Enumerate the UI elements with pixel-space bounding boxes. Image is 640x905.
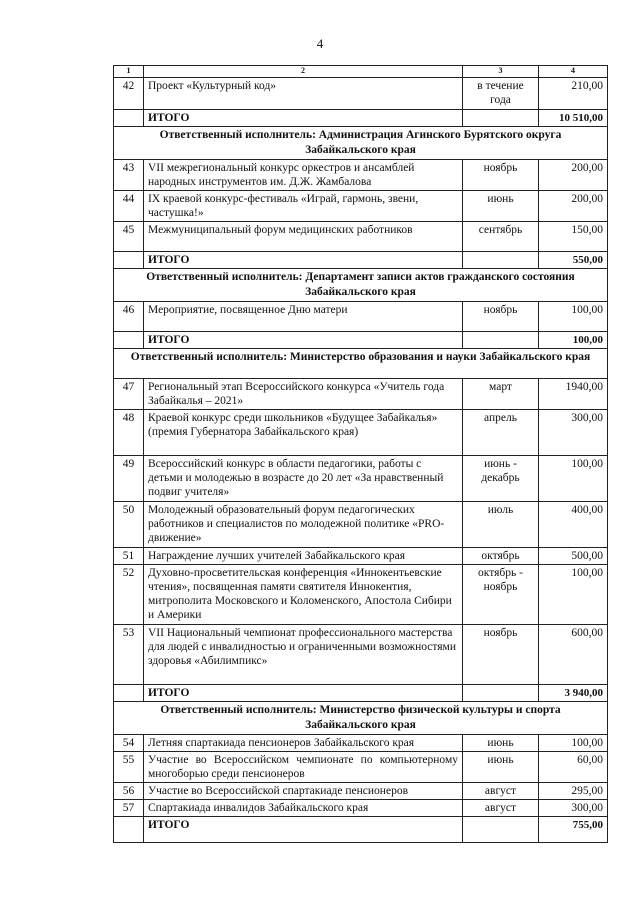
total-row [114, 332, 608, 349]
event-amount: 210,00 [539, 78, 608, 110]
table-row [114, 752, 608, 783]
event-amount: 150,00 [539, 222, 608, 252]
event-name: Региональный этап Всероссийского конкурса «Учитель года Забайкалья – 2021» [144, 379, 463, 410]
row-number: 48 [114, 410, 144, 456]
section-heading: Ответственный исполнитель: Министерство физической культуры и спорта Забайкальского края [114, 702, 608, 735]
event-name: VII межрегиональный конкурс оркестров и ансамблей народных инструментов им. Д.Ж. Жамбалова [144, 160, 463, 191]
total-amount: 100,00 [539, 332, 608, 349]
event-name: Всероссийский конкурс в области педагогики, работы с детьми и молодежью в возрасте до 20 лет «За нравственный подвиг учителя» [144, 456, 463, 502]
row-number: 53 [114, 625, 144, 685]
event-period: июнь [463, 735, 539, 752]
section-heading: Ответственный исполнитель: Министерство образования и науки Забайкальского края [114, 349, 608, 379]
section-row [114, 702, 608, 735]
total-blank [114, 332, 144, 349]
table-row [114, 191, 608, 222]
event-period: ноябрь [463, 625, 539, 685]
table-row [114, 410, 608, 456]
event-amount: 400,00 [539, 502, 608, 548]
total-row [114, 817, 608, 843]
column-2-header: 2 [144, 66, 463, 78]
section-row [114, 269, 608, 302]
total-blank [114, 252, 144, 269]
total-row [114, 252, 608, 269]
total-blank [114, 817, 144, 843]
event-amount: 300,00 [539, 410, 608, 456]
row-number: 42 [114, 78, 144, 110]
table-row [114, 78, 608, 110]
event-name: IX краевой конкурс-фестиваль «Играй, гармонь, звени, частушка!» [144, 191, 463, 222]
event-period: сентябрь [463, 222, 539, 252]
event-name: Участие во Всероссийском чемпионате по компьютерному многоборью среди пенсионеров [144, 752, 463, 783]
table-row [114, 735, 608, 752]
row-number: 54 [114, 735, 144, 752]
event-period: август [463, 783, 539, 800]
event-period: ноябрь [463, 302, 539, 332]
total-row [114, 110, 608, 127]
events-table [113, 65, 608, 843]
total-label: ИТОГО [144, 332, 463, 349]
total-blank [114, 685, 144, 702]
event-amount: 100,00 [539, 565, 608, 625]
section-row [114, 127, 608, 160]
total-amount: 550,00 [539, 252, 608, 269]
event-period: ноябрь [463, 160, 539, 191]
event-period: в течение года [463, 78, 539, 110]
event-name: Спартакиада инвалидов Забайкальского края [144, 800, 463, 817]
row-number: 46 [114, 302, 144, 332]
row-number: 56 [114, 783, 144, 800]
total-blank [463, 817, 539, 843]
event-amount: 100,00 [539, 302, 608, 332]
section-row [114, 349, 608, 379]
table-row [114, 800, 608, 817]
table-row [114, 379, 608, 410]
section-heading: Ответственный исполнитель: Департамент записи актов гражданского состояния Забайкальского края [114, 269, 608, 302]
column-3-header: 3 [463, 66, 539, 78]
row-number: 43 [114, 160, 144, 191]
row-number: 47 [114, 379, 144, 410]
table-row [114, 160, 608, 191]
total-blank [114, 110, 144, 127]
event-amount: 200,00 [539, 191, 608, 222]
table-row [114, 625, 608, 685]
row-number: 50 [114, 502, 144, 548]
event-name: Духовно-просветительская конференция «Иннокентьевские чтения», посвященная памяти святителя Иннокентия, митрополита Московского и Коломенского, Апостола Сибири и Америки [144, 565, 463, 625]
row-number: 51 [114, 548, 144, 565]
total-blank [463, 685, 539, 702]
event-period: июль [463, 502, 539, 548]
event-amount: 295,00 [539, 783, 608, 800]
event-period: июнь [463, 752, 539, 783]
column-1-header: 1 [114, 66, 144, 78]
table-row [114, 502, 608, 548]
event-name: Молодежный образовательный форум педагогических работников и специалистов по молодежной политике «PRO-движение» [144, 502, 463, 548]
event-amount: 1940,00 [539, 379, 608, 410]
row-number: 44 [114, 191, 144, 222]
row-number: 49 [114, 456, 144, 502]
column-4-header: 4 [539, 66, 608, 78]
total-amount: 3 940,00 [539, 685, 608, 702]
event-period: октябрь - ноябрь [463, 565, 539, 625]
table-row [114, 222, 608, 252]
total-label: ИТОГО [144, 817, 463, 843]
event-amount: 200,00 [539, 160, 608, 191]
event-name: Награждение лучших учителей Забайкальского края [144, 548, 463, 565]
event-amount: 300,00 [539, 800, 608, 817]
section-heading: Ответственный исполнитель: Администрация Агинского Бурятского округа Забайкальского края [114, 127, 608, 160]
total-amount: 755,00 [539, 817, 608, 843]
event-amount: 100,00 [539, 735, 608, 752]
total-blank [463, 252, 539, 269]
event-name: Летняя спартакиада пенсионеров Забайкальского края [144, 735, 463, 752]
event-name: Мероприятие, посвященное Дню матери [144, 302, 463, 332]
table-row [114, 565, 608, 625]
event-amount: 600,00 [539, 625, 608, 685]
row-number: 52 [114, 565, 144, 625]
event-name: Межмуниципальный форум медицинских работников [144, 222, 463, 252]
total-row [114, 685, 608, 702]
event-name: Проект «Культурный код» [144, 78, 463, 110]
event-name: Участие во Всероссийской спартакиаде пенсионеров [144, 783, 463, 800]
event-period: октябрь [463, 548, 539, 565]
row-number: 55 [114, 752, 144, 783]
event-period: июнь [463, 191, 539, 222]
event-amount: 60,00 [539, 752, 608, 783]
table-row [114, 783, 608, 800]
event-period: август [463, 800, 539, 817]
total-label: ИТОГО [144, 110, 463, 127]
table-row [114, 456, 608, 502]
total-amount: 10 510,00 [539, 110, 608, 127]
table-row [114, 548, 608, 565]
page-number: 4 [316, 36, 324, 51]
event-amount: 100,00 [539, 456, 608, 502]
total-label: ИТОГО [144, 685, 463, 702]
table-header-row [114, 66, 608, 78]
event-period: март [463, 379, 539, 410]
event-period: июнь - декабрь [463, 456, 539, 502]
event-name: VII Национальный чемпионат профессионального мастерства для людей с инвалидностью и ограниченными возможностями здоровья «Абилимпикс» [144, 625, 463, 685]
event-period: апрель [463, 410, 539, 456]
total-blank [463, 332, 539, 349]
table-row [114, 302, 608, 332]
total-blank [463, 110, 539, 127]
row-number: 45 [114, 222, 144, 252]
event-name: Краевой конкурс среди школьников «Будущее Забайкалья» (премия Губернатора Забайкальского края) [144, 410, 463, 456]
total-label: ИТОГО [144, 252, 463, 269]
row-number: 57 [114, 800, 144, 817]
event-amount: 500,00 [539, 548, 608, 565]
